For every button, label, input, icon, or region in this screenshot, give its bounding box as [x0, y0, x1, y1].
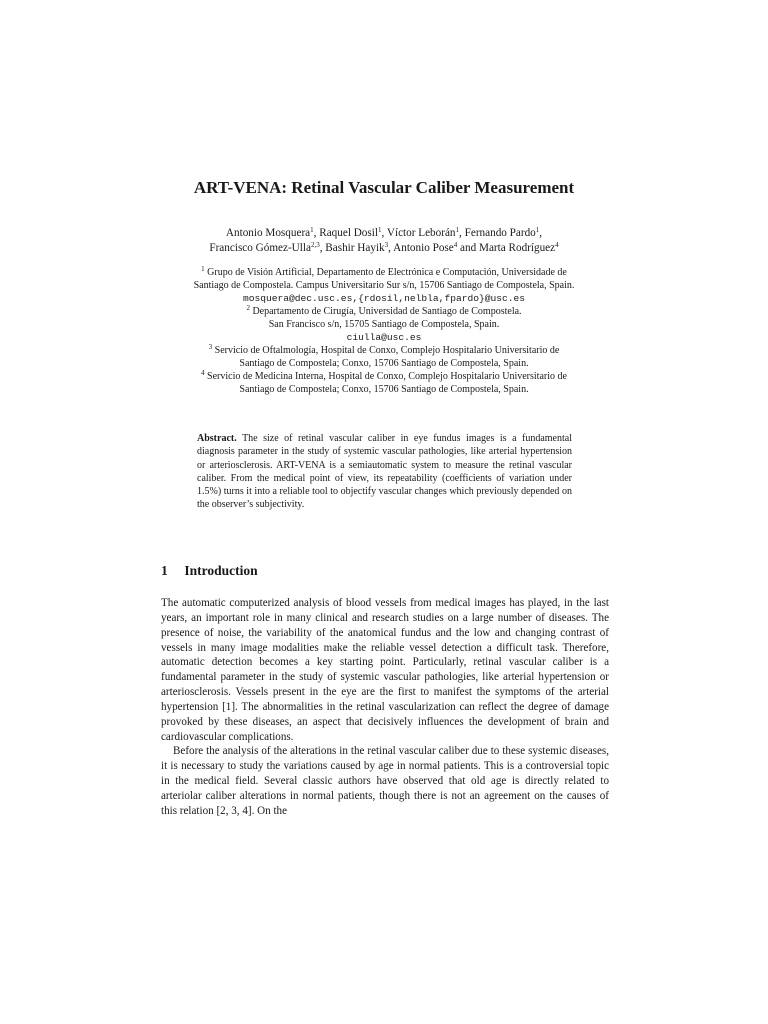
author-name: Marta Rodríguez	[479, 242, 556, 254]
author-name: Bashir Hayik	[325, 242, 385, 254]
author-separator: ,	[539, 227, 543, 239]
section-title: Introduction	[184, 563, 258, 578]
paragraph: The automatic computerized analysis of blood vessels from medical images has played, in the last years, an important role in many clinical and research studies on a large number of diseases. The presence of noise, the variability of the anatomical fundus and the low and changing contrast of vessels in many image modalities make the reliable vessel detection a difficult task. Therefore, automatic detection becomes a key starting point. Particularly, retinal vascular caliber is a fundamental parameter in the study of systemic vascular pathologies, like arterial hypertension or arteriosclerosis. Vessels present in the eye are the first to manifest the symptoms of the arterial hypertension [1]. The abnormalities in the retinal vascularization can reflect the degree of damage provoked by these diseases, an aspect that decisively influences the development of brain and cardiovascular complications.	[161, 597, 609, 743]
affiliation-3	[140, 344, 628, 370]
affiliation-2	[140, 305, 628, 344]
affiliation-4	[140, 370, 628, 396]
author-name: Francisco Gómez-Ulla	[209, 242, 311, 254]
author-email: ciulla@usc.es	[346, 332, 422, 343]
author-affiliation-mark: 4	[453, 241, 458, 249]
affiliation-1	[140, 266, 628, 305]
author-separator: ,	[319, 242, 326, 254]
affiliation-line: San Francisco s/n, 15705 Santiago de Compostela, Spain.	[268, 319, 500, 330]
author-separator: ,	[381, 227, 387, 239]
author-separator: ,	[459, 227, 465, 239]
affiliation-line: Santiago de Compostela; Conxo, 15706 Santiago de Compostela, Spain.	[239, 384, 529, 395]
affiliation-line: Santiago de Compostela; Conxo, 15706 Santiago de Compostela, Spain.	[239, 358, 529, 369]
section-number: 1	[161, 563, 168, 578]
author-affiliation-mark: 1	[377, 226, 382, 234]
paper-title: ART-VENA: Retinal Vascular Caliber Measurement	[193, 178, 575, 197]
body-text	[161, 596, 609, 819]
author-name: Fernando Pardo	[464, 227, 536, 239]
affiliation-mark: 4	[201, 369, 205, 377]
abstract-text: The size of retinal vascular caliber in eye fundus images is a fundamental diagnosis parameter in the study of systemic vascular pathologies, like arterial hypertension or arteriosclerosis. ART-VENA is a semiautomatic system to measure the retinal vascular caliber. From the medical point of view, its repeatability (coefficients of variation under 1.5%) turns it into a reliable tool to objectify vascular changes which previously depended on the observer’s subjectivity.	[197, 433, 572, 511]
paragraph: Before the analysis of the alterations in the retinal vascular caliber due to these systemic diseases, it is necessary to study the variations caused by age in normal patients. This is a controversial topic in the medical field. Several classic authors have observed that old age is directly related to arteriolar caliber alterations in normal patients, though there is not an agreement on the causes of this relation [2, 3, 4]. On the	[161, 745, 609, 817]
author-email: mosquera@dec.usc.es,{rdosil,nelbla,fpardo}@usc.es	[242, 293, 526, 304]
author-separator: ,	[313, 227, 320, 239]
affiliation-mark: 3	[208, 343, 213, 351]
author-affiliation-mark: 1	[455, 226, 460, 234]
affiliation-mark: 1	[201, 265, 205, 273]
section-heading	[161, 563, 258, 579]
abstract-label: Abstract.	[197, 433, 237, 444]
author-affiliation-mark: 1	[310, 226, 314, 234]
author-separator: and	[457, 242, 479, 254]
affiliation-line: Departamento de Cirugía, Universidad de Santiago de Compostela.	[252, 306, 522, 317]
author-affiliation-mark: 3	[384, 241, 389, 249]
author-name: Antonio Pose	[393, 242, 454, 254]
author-affiliation-mark: 2,3	[310, 241, 320, 249]
affiliation-line: Grupo de Visión Artificial, Departamento de Electrónica e Computación, Universidade de	[207, 267, 567, 278]
author-separator: ,	[388, 242, 394, 254]
author-name: Víctor Leborán	[386, 227, 456, 239]
affiliation-mark: 2	[246, 304, 250, 312]
author-list	[120, 226, 648, 256]
abstract	[197, 432, 572, 512]
affiliation-block	[140, 266, 628, 396]
affiliation-line: Servicio de Oftalmología, Hospital de Conxo, Complejo Hospitalario Universitario de	[214, 345, 560, 356]
author-name: Raquel Dosil	[319, 227, 378, 239]
affiliation-line: Santiago de Compostela. Campus Universitario Sur s/n, 15706 Santiago de Compostela, Spain.	[193, 280, 575, 291]
affiliation-line: Servicio de Medicina Interna, Hospital de Conxo, Complejo Hospitalario Universitario de	[207, 371, 567, 382]
author-affiliation-mark: 4	[555, 241, 559, 249]
author-affiliation-mark: 1	[535, 226, 540, 234]
author-name: Antonio Mosquera	[225, 227, 311, 239]
